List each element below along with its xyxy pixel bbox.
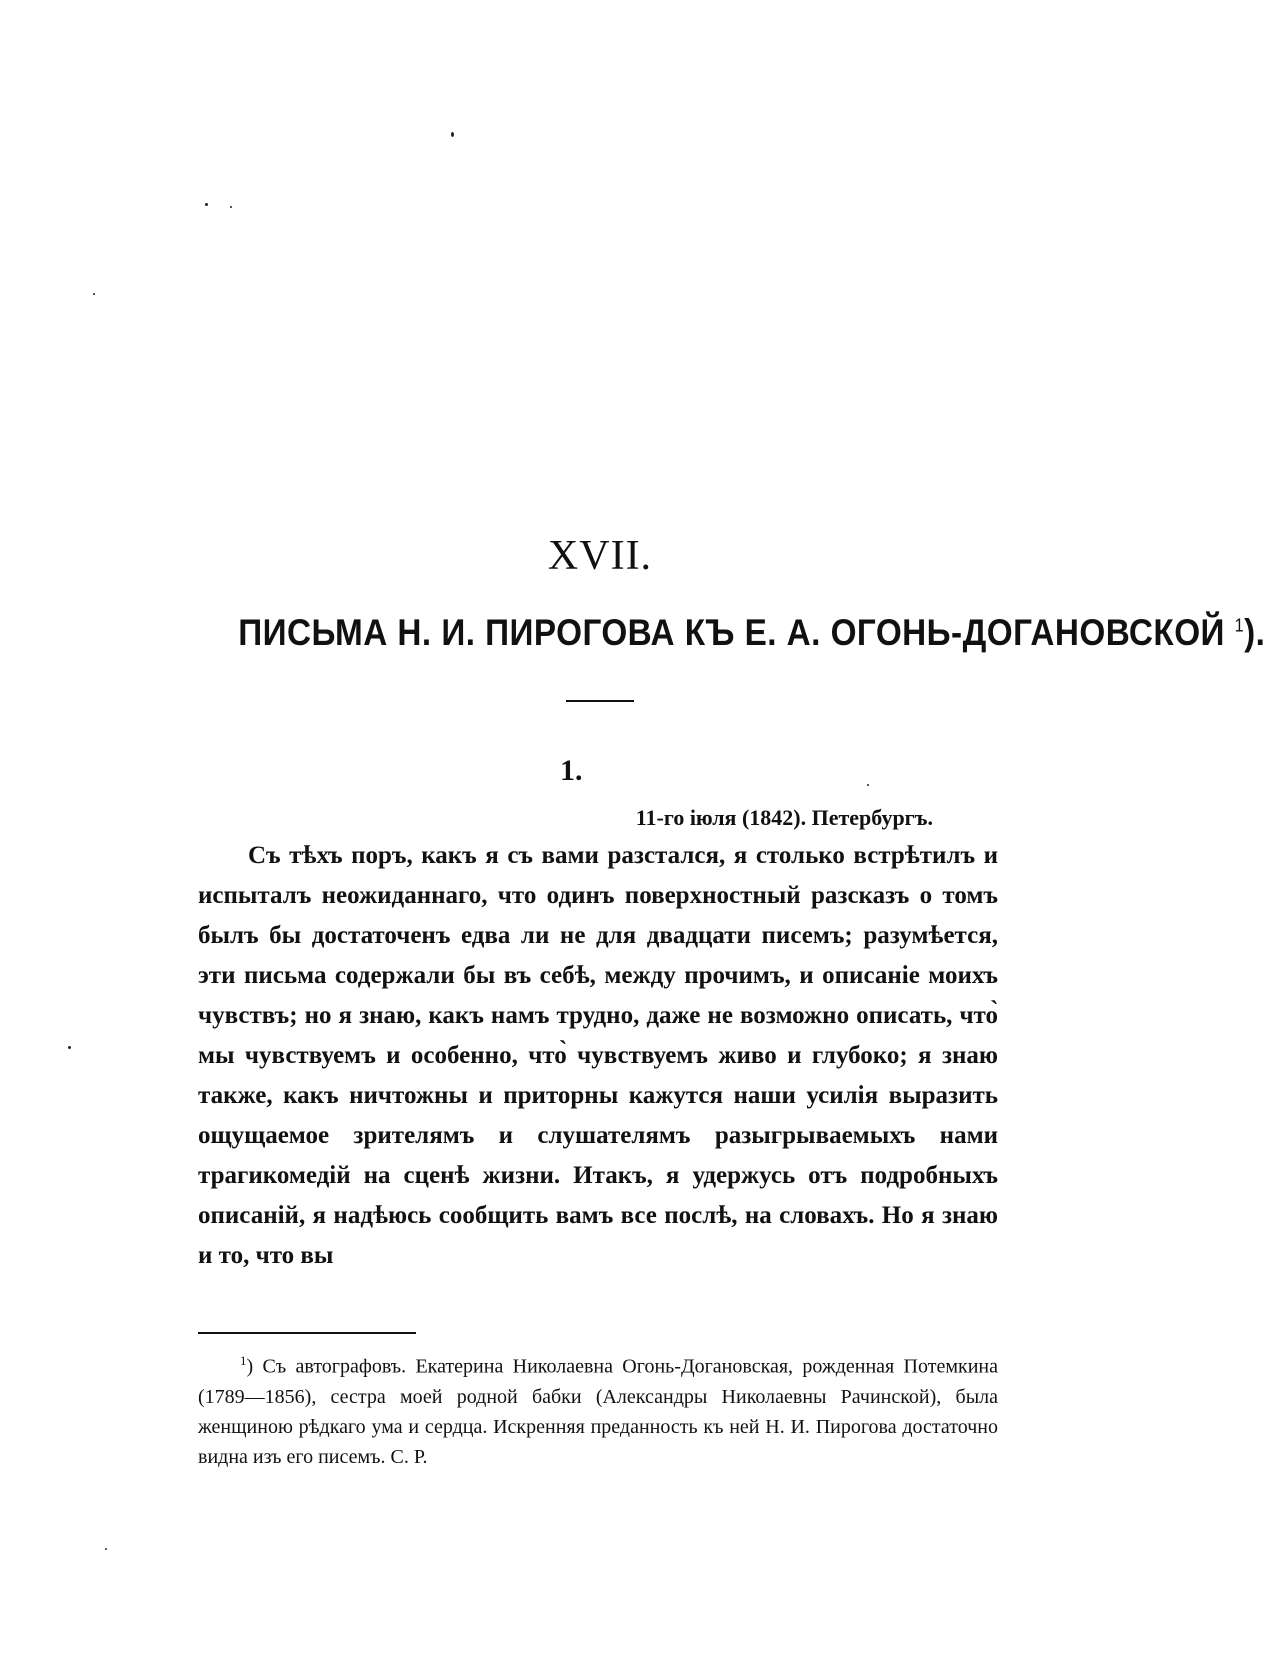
- chapter-title-text: ПИСЬМА Н. И. ПИРОГОВА КЪ Е. А. ОГОНЬ-ДОГАНОВСКОЙ: [238, 612, 1225, 653]
- letter-number: 1.: [560, 754, 583, 787]
- footnote: [198, 1346, 998, 1472]
- scan-speck: [68, 1046, 71, 1049]
- scan-speck: [451, 132, 454, 137]
- scan-speck: [867, 784, 869, 786]
- scan-speck: [105, 1548, 107, 1550]
- letter-body: Съ тѣхъ поръ, какъ я съ вами разстался, я столько встрѣтилъ и испыталъ неожиданнаго, что одинъ поверхностный разсказъ о томъ былъ бы достаточенъ едва ли не для двадцати писемъ; разумѣется, эти письма содержали бы въ себѣ, между прочимъ, и описаніе моихъ чувствъ; но я знаю, какъ намъ трудно, даже не возможно описать, что̀ мы чувствуемъ и особенно, что̀ чувствуемъ живо и глубоко; я знаю также, какъ ничтожны и приторны кажутся наши усилія выразить ощущаемое зрителямъ и слушателямъ разыгрываемыхъ нами трагикомедій на сценѣ жизни. Итакъ, я удержусь отъ подробныхъ описаній, я надѣюсь сообщить вамъ все послѣ, на словахъ. Но я знаю и то, что вы: [198, 842, 998, 1269]
- title-divider: [566, 700, 634, 702]
- footnote-mark: 1: [240, 1353, 247, 1368]
- chapter-number: XVII.: [547, 533, 653, 579]
- footnote-mark-close: ): [246, 1355, 254, 1378]
- footnote-text: Съ автографовъ. Екатерина Николаевна Огонь-Догановская, рожденная Потемкина (1789—1856), сестра моей родной бабки (Александры Николаевны Рачинской), была женщиною рѣдкаго ума и сердца. Искренняя преданность къ ней Н. И. Пирогова достаточно видна изъ его писемъ. С. Р.: [198, 1355, 999, 1468]
- title-close: ).: [1244, 612, 1265, 653]
- letter-dateline: 11-го іюля (1842). Петербургъ.: [635, 805, 933, 830]
- scan-speck: [93, 293, 95, 295]
- scan-speck: [205, 203, 208, 206]
- scan-speck: [230, 206, 232, 208]
- title-footnote-ref: 1: [1234, 615, 1245, 636]
- chapter-title: [238, 612, 1265, 654]
- footnote-divider: [198, 1332, 416, 1334]
